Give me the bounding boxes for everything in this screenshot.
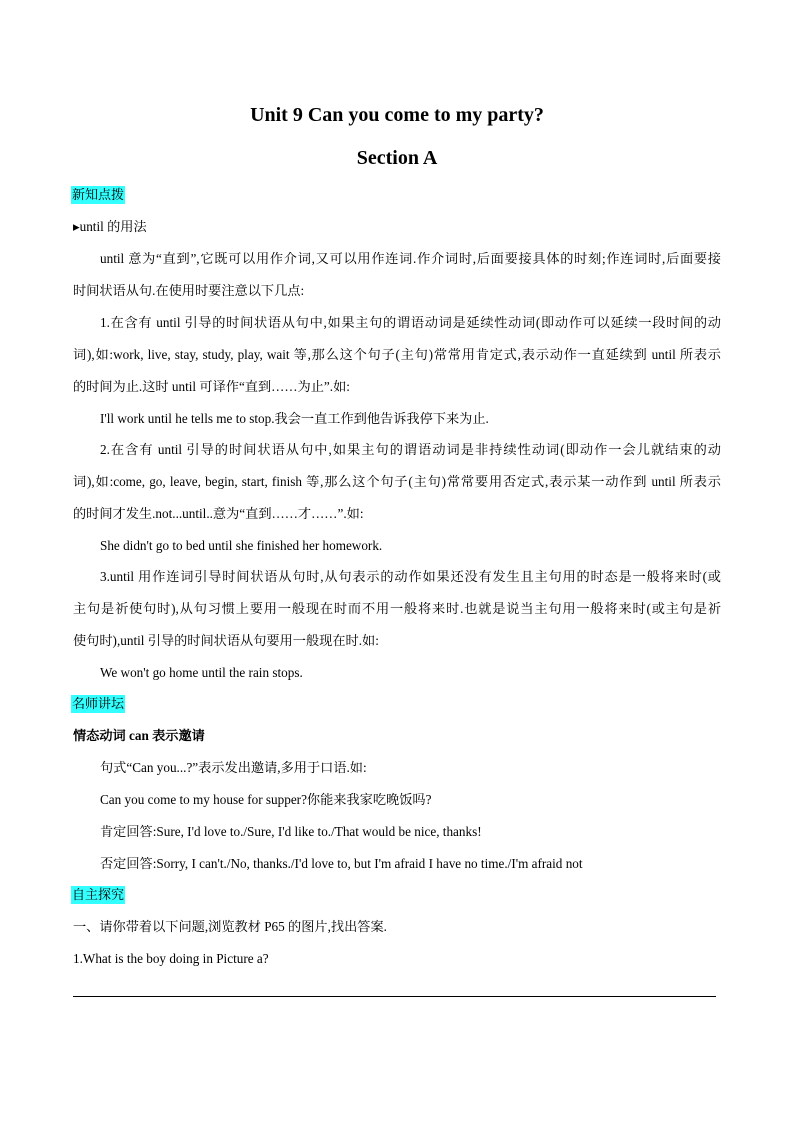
section-tag-self-study: 自主探究 [72, 887, 125, 902]
point3-example: We won't go home until the rain stops. [100, 665, 303, 680]
point3-line-2: 主句是祈使句时),从句习惯上要用一般现在时而不用一般将来时.也就是说当主句用一般将来时(或主句是祈 [73, 601, 721, 616]
point2-line-3: 的时间才发生.not...until..意为“直到……才……”.如: [73, 506, 364, 521]
can-positive-answers: 肯定回答:Sure, I'd love to./Sure, I'd like to./That would be nice, thanks! [100, 824, 482, 839]
can-negative-answers: 否定回答:Sorry, I can't./No, thanks./I'd love to, but I'm afraid I have no time./I'm afraid not [100, 856, 583, 871]
question-1: 1.What is the boy doing in Picture a? [73, 951, 269, 966]
page-title: Unit 9 Can you come to my party? [250, 104, 544, 126]
section-title: Section A [356, 147, 438, 169]
point2-line-1: 2.在含有 until 引导的时间状语从句中,如果主句的谓语动词是非持续性动词(即动作一会儿就结束的动 [100, 442, 721, 457]
heading-can-invitation: 情态动词 can 表示邀请 [73, 728, 205, 743]
point1-line-3: 的时间为止.这时 until 可译作“直到……为止”.如: [73, 379, 350, 394]
point3-line-1: 3.until 用作连词引导时间状语从句时,从句表示的动作如果还没有发生且主句用的时态是一般将来时(或 [100, 569, 721, 584]
point1-line-1: 1.在含有 until 引导的时间状语从句中,如果主句的谓语动词是延续性动词(即动作可以延续一段时间的动 [100, 315, 721, 330]
intro-line-1: until 意为“直到”,它既可以用作介词,又可以用作连词.作介词时,后面要接具体的时刻;作连词时,后面要接 [100, 251, 721, 266]
point1-example: I'll work until he tells me to stop.我会一直工作到他告诉我停下来为止. [100, 411, 489, 426]
can-example: Can you come to my house for supper?你能来我家吃晚饭吗? [100, 792, 432, 807]
answer-line[interactable] [73, 996, 716, 997]
section-tag-teacher-talk: 名师讲坛 [72, 696, 125, 711]
heading-until-usage: ▸until 的用法 [73, 219, 147, 234]
point2-example: She didn't go to bed until she finished her homework. [100, 538, 383, 553]
point2-line-2: 词),如:come, go, leave, begin, start, finish 等,那么这个句子(主句)常常要用否定式,表示某一动作到 until 所表示 [73, 474, 721, 489]
intro-line-2: 时间状语从句.在使用时要注意以下几点: [73, 283, 305, 298]
section-tag-new-knowledge: 新知点拨 [72, 187, 125, 202]
task-instruction: 一、请你带着以下问题,浏览教材 P65 的图片,找出答案. [73, 919, 387, 934]
point1-line-2: 词),如:work, live, stay, study, play, wait 等,那么这个句子(主句)常常用肯定式,表示动作一直延续到 until 所表示 [73, 347, 721, 362]
can-intro: 句式“Can you...?”表示发出邀请,多用于口语.如: [100, 760, 367, 775]
point3-line-3: 使句时),until 引导的时间状语从句要用一般现在时.如: [73, 633, 379, 648]
